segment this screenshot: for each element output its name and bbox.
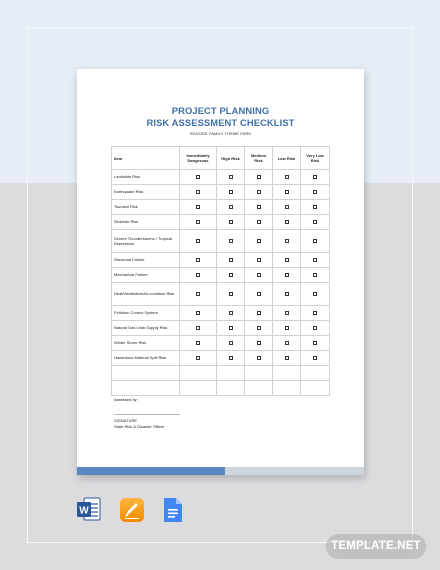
checkbox-cell [180,268,217,283]
checkbox-cell [273,170,301,185]
pages-app-icon[interactable] [119,496,145,524]
checkbox-cell [273,253,301,268]
risk-checkbox[interactable] [285,292,289,296]
checkbox-cell [245,336,273,351]
google-docs-app-icon[interactable] [160,496,186,524]
checkbox-cell [245,215,273,230]
checkbox-cell [180,321,217,336]
column-header-medium-risk: Medium Risk [245,147,273,170]
risk-checkbox[interactable] [313,175,317,179]
risk-checkbox[interactable] [229,326,233,330]
checkbox-cell [273,283,301,306]
checkbox-cell [273,200,301,215]
checkbox-cell [245,200,273,215]
document-subtitle: SEASIDE FAMILY THEME PARK [189,131,252,136]
checkbox-cell [301,366,330,381]
checkbox-cell [245,170,273,185]
checkbox-cell [245,351,273,366]
checkbox-cell [217,366,245,381]
table-row [112,215,330,230]
checkbox-cell [180,200,217,215]
checkbox-cell [245,366,273,381]
checkbox-cell [180,366,217,381]
risk-checkbox[interactable] [229,341,233,345]
checkbox-cell [245,381,273,396]
column-header-low-risk: Low Risk [273,147,301,170]
checkbox-cell [301,351,330,366]
checkbox-cell [301,321,330,336]
risk-checkbox[interactable] [229,292,233,296]
table-body [112,170,330,396]
risk-item-label [112,381,180,396]
risk-checkbox[interactable] [313,190,317,194]
risk-checkbox[interactable] [285,311,289,315]
table-row [112,230,330,253]
risk-item-label: Winter Storm Risk [112,336,180,351]
checkbox-cell [273,321,301,336]
checkbox-cell [180,336,217,351]
checkbox-cell [301,200,330,215]
risk-item-label: Tsunami Risk [112,200,180,215]
risk-checkbox[interactable] [285,341,289,345]
checkbox-cell [301,381,330,396]
risk-checkbox[interactable] [196,220,200,224]
risk-checkbox[interactable] [257,341,261,345]
risk-checkbox[interactable] [196,175,200,179]
risk-checkbox[interactable] [257,205,261,209]
template-net-watermark: TEMPLATE.NET [326,534,426,559]
checkbox-cell [273,215,301,230]
checkbox-cell [245,230,273,253]
risk-checkbox[interactable] [229,175,233,179]
checkbox-cell [301,230,330,253]
checkbox-cell [217,200,245,215]
checkbox-cell [180,230,217,253]
risk-item-label [112,366,180,381]
risk-checkbox[interactable] [285,220,289,224]
risk-checkbox[interactable] [313,292,317,296]
assessed-by-label: Assessed by: [114,397,138,402]
checkbox-cell [245,268,273,283]
risk-checkbox[interactable] [313,258,317,262]
signature-line [114,414,180,415]
risk-checkbox[interactable] [257,292,261,296]
document-title-line2: RISK ASSESSMENT CHECKLIST [146,117,295,128]
checkbox-cell [301,306,330,321]
checkbox-cell [217,268,245,283]
risk-item-label: Sinkhole Risk [112,215,180,230]
risk-checkbox[interactable] [257,326,261,330]
checkbox-cell [273,351,301,366]
checkbox-cell [217,321,245,336]
checkbox-cell [180,253,217,268]
risk-item-label: Pollution Control System [112,306,180,321]
risk-checkbox[interactable] [285,205,289,209]
checkbox-cell [180,283,217,306]
risk-checkbox[interactable] [313,273,317,277]
risk-item-label: Structural Failure [112,253,180,268]
checkbox-cell [180,351,217,366]
checkbox-cell [273,306,301,321]
risk-checkbox[interactable] [257,258,261,262]
table-row [112,336,330,351]
table-row [112,185,330,200]
table-row [112,366,330,381]
table-header-row [112,147,330,170]
checkbox-cell [301,283,330,306]
risk-checkbox[interactable] [196,311,200,315]
checkbox-cell [301,215,330,230]
risk-item-label: Earthquake Risk [112,185,180,200]
risk-checkbox[interactable] [285,356,289,360]
checkbox-cell [273,230,301,253]
risk-checkbox[interactable] [196,356,200,360]
checkbox-cell [273,268,301,283]
risk-checkbox[interactable] [313,311,317,315]
checkbox-cell [245,283,273,306]
risk-checkbox[interactable] [257,175,261,179]
checkbox-cell [301,185,330,200]
checkbox-cell [301,268,330,283]
signature-title: State Risk & Disaster Officer [114,424,165,429]
risk-checkbox[interactable] [285,175,289,179]
risk-checkbox[interactable] [257,356,261,360]
risk-checkbox[interactable] [313,326,317,330]
checkbox-cell [217,230,245,253]
risk-checkbox[interactable] [196,258,200,262]
checkbox-cell [245,306,273,321]
document-title-line1: PROJECT PLANNING [171,105,270,116]
risk-checkbox[interactable] [196,205,200,209]
checkbox-cell [217,253,245,268]
signature-label: SIGNATURE [114,418,138,423]
checkbox-cell [301,336,330,351]
table-row [112,381,330,396]
risk-checkbox[interactable] [257,190,261,194]
checkbox-cell [301,253,330,268]
footer-bar-blue [77,467,225,475]
checkbox-cell [217,351,245,366]
risk-checkbox[interactable] [196,341,200,345]
checkbox-cell [217,215,245,230]
checkbox-cell [180,381,217,396]
risk-checkbox[interactable] [257,273,261,277]
risk-checkbox[interactable] [313,220,317,224]
checkbox-cell [217,336,245,351]
column-header-very-low-risk: Very Low Risk [301,147,330,170]
column-header-item: Item [112,147,180,170]
checkbox-cell [217,306,245,321]
risk-checkbox[interactable] [257,220,261,224]
checkbox-cell [273,336,301,351]
table-row [112,351,330,366]
risk-checkbox[interactable] [313,205,317,209]
checkbox-cell [273,381,301,396]
checkbox-cell [273,366,301,381]
word-letter: W [79,505,89,517]
risk-checkbox[interactable] [313,356,317,360]
risk-item-label: Mechanical Failure [112,268,180,283]
risk-checklist-table [111,146,330,396]
checkbox-cell [180,185,217,200]
risk-checkbox[interactable] [229,258,233,262]
table-row [112,253,330,268]
risk-checkbox[interactable] [229,311,233,315]
checkbox-cell [301,170,330,185]
checkbox-cell [217,185,245,200]
column-header-immediately-dangerous: Immediately Dangerous [180,147,217,170]
risk-checkbox[interactable] [257,239,261,243]
risk-checkbox[interactable] [196,326,200,330]
checkbox-cell [217,170,245,185]
document-page [77,69,364,475]
risk-checkbox[interactable] [313,341,317,345]
table-row [112,306,330,321]
checkbox-cell [180,170,217,185]
table-row [112,200,330,215]
checkbox-cell [217,283,245,306]
risk-item-label: Hazardous Material Spill Risk [112,351,180,366]
checkbox-cell [217,381,245,396]
column-header-high-risk: High Risk [217,147,245,170]
checkbox-cell [273,185,301,200]
risk-checkbox[interactable] [196,239,200,243]
risk-checkbox[interactable] [229,220,233,224]
checkbox-cell [245,253,273,268]
risk-checkbox[interactable] [229,356,233,360]
risk-item-label: Landslide Risk [112,170,180,185]
risk-checkbox[interactable] [285,326,289,330]
risk-checkbox[interactable] [285,190,289,194]
risk-checkbox[interactable] [285,258,289,262]
table-row [112,321,330,336]
checkbox-cell [245,321,273,336]
risk-checkbox[interactable] [229,190,233,194]
risk-item-label: Heat/Ventilation/Air-condition Risk [112,283,180,306]
table-row [112,283,330,306]
risk-checkbox[interactable] [229,205,233,209]
checkbox-cell [180,306,217,321]
risk-checkbox[interactable] [196,190,200,194]
risk-checkbox[interactable] [229,239,233,243]
risk-item-label: Natural Gas Leak Supply Risk [112,321,180,336]
table-row [112,170,330,185]
table-row [112,268,330,283]
risk-checkbox[interactable] [257,311,261,315]
checkbox-cell [180,215,217,230]
checkbox-cell [245,185,273,200]
risk-checkbox[interactable] [196,273,200,277]
footer-bar-grey [225,467,364,475]
word-app-icon[interactable] [76,496,102,524]
risk-checkbox[interactable] [285,273,289,277]
risk-checkbox[interactable] [285,239,289,243]
risk-checkbox[interactable] [313,239,317,243]
risk-checkbox[interactable] [196,292,200,296]
risk-checkbox[interactable] [229,273,233,277]
risk-item-label: Severe Thunderstorms / Tropical Depression [112,230,180,253]
